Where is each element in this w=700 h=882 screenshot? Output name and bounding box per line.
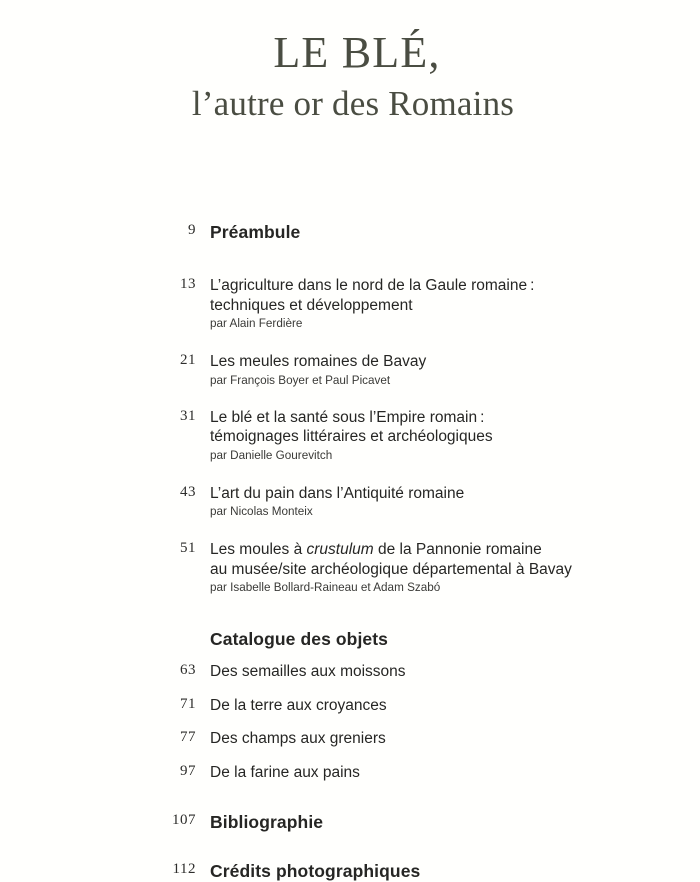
entry-spacer	[0, 388, 700, 408]
entry-spacer	[0, 463, 700, 484]
toc-entry-body	[196, 484, 700, 520]
toc-page-number: 77	[180, 729, 196, 745]
toc-entry-body	[196, 662, 700, 682]
toc-entry-body	[196, 629, 700, 650]
toc-page-number: 107	[172, 812, 196, 828]
toc-entry-body	[196, 696, 700, 716]
toc-entry-body	[196, 812, 700, 833]
toc-entry-title[interactable]: Bibliographie	[210, 812, 324, 832]
toc-entry-body	[196, 861, 700, 882]
toc-entry[interactable]	[0, 276, 700, 331]
toc-entry-title[interactable]: Préambule	[210, 222, 301, 242]
page-title-line1: LE BLÉ,	[273, 28, 441, 77]
toc-page-number: 112	[172, 861, 196, 877]
toc-entry-body	[196, 276, 700, 331]
toc-entry-title[interactable]: Le blé et la santé sous l’Empire romain :	[210, 408, 485, 426]
toc-page-number: 97	[180, 762, 196, 779]
toc-entry-title-line2[interactable]: témoignages littéraires et archéologiques	[210, 428, 493, 445]
entry-spacer	[0, 519, 700, 540]
toc-entry-title-line2[interactable]: techniques et développement	[210, 296, 413, 314]
toc-entry[interactable]	[0, 861, 700, 882]
toc-page-number: 21	[180, 352, 196, 368]
toc-entry[interactable]	[0, 812, 700, 833]
toc-entry-body	[196, 352, 700, 388]
toc-entry-title[interactable]: Les meules romaines de Bavay	[210, 353, 427, 370]
toc-page-number: 31	[180, 407, 196, 424]
toc-entry-title[interactable]: De la farine aux pains	[210, 763, 360, 781]
toc-entry[interactable]	[0, 540, 700, 595]
toc-list	[0, 222, 700, 882]
entry-spacer	[0, 749, 700, 763]
toc-entry-title[interactable]: Catalogue des objets	[210, 629, 389, 649]
entry-spacer	[0, 833, 700, 861]
entry-spacer	[0, 715, 700, 729]
toc-entry-body	[196, 763, 700, 783]
page-title-line2: l’autre or des Romains	[191, 84, 515, 123]
toc-page-number: 13	[180, 276, 196, 292]
toc-entry-body	[196, 540, 700, 595]
toc-entry-body	[196, 222, 700, 243]
toc-entry-title[interactable]: Les moules à crustulum de la Pannonie romaine	[210, 541, 542, 558]
toc-entry-title[interactable]: L’art du pain dans l’Antiquité romaine	[210, 484, 465, 502]
title-block	[0, 0, 700, 125]
toc-page-number: 43	[180, 483, 196, 500]
toc-entry-body	[196, 408, 700, 463]
toc-page-number: 71	[180, 695, 196, 712]
toc-entry-author: par François Boyer et Paul Picavet	[210, 372, 391, 387]
entry-spacer	[0, 650, 700, 662]
toc-entry[interactable]	[0, 662, 700, 682]
toc-entry-author: par Alain Ferdière	[210, 316, 303, 330]
toc-entry-author: par Nicolas Monteix	[210, 504, 313, 518]
toc-page-number: 51	[180, 540, 196, 556]
toc-entry-title[interactable]: Des champs aux greniers	[210, 730, 386, 747]
toc-entry-author: par Danielle Gourevitch	[210, 447, 333, 462]
entry-spacer	[0, 243, 700, 276]
toc-entry[interactable]	[0, 222, 700, 243]
toc-entry[interactable]	[0, 408, 700, 463]
toc-entry-body	[196, 729, 700, 749]
toc-entry[interactable]	[0, 729, 700, 749]
entry-spacer	[0, 331, 700, 352]
toc-entry-author: par Isabelle Bollard-Raineau et Adam Szabó	[210, 580, 441, 594]
entry-spacer	[0, 595, 700, 629]
toc-entry-title[interactable]: Des semailles aux moissons	[210, 663, 406, 680]
toc-entry[interactable]	[0, 763, 700, 783]
toc-entry[interactable]	[0, 696, 700, 716]
toc-page-number: 9	[188, 222, 196, 238]
toc-entry[interactable]	[0, 484, 700, 520]
entry-spacer	[0, 682, 700, 696]
toc-entry-title[interactable]: L’agriculture dans le nord de la Gaule romaine :	[210, 277, 535, 294]
toc-entry-title-line2[interactable]: au musée/site archéologique départemental à Bavay	[210, 560, 572, 578]
toc-entry[interactable]	[0, 352, 700, 388]
entry-spacer	[0, 782, 700, 812]
toc-page-number: 63	[180, 662, 196, 678]
toc-entry-title[interactable]: Crédits photographiques	[210, 861, 421, 881]
toc-entry-title[interactable]: De la terre aux croyances	[210, 696, 387, 714]
toc-entry[interactable]	[0, 629, 700, 650]
toc-title-italic-term: crustulum	[306, 541, 374, 558]
